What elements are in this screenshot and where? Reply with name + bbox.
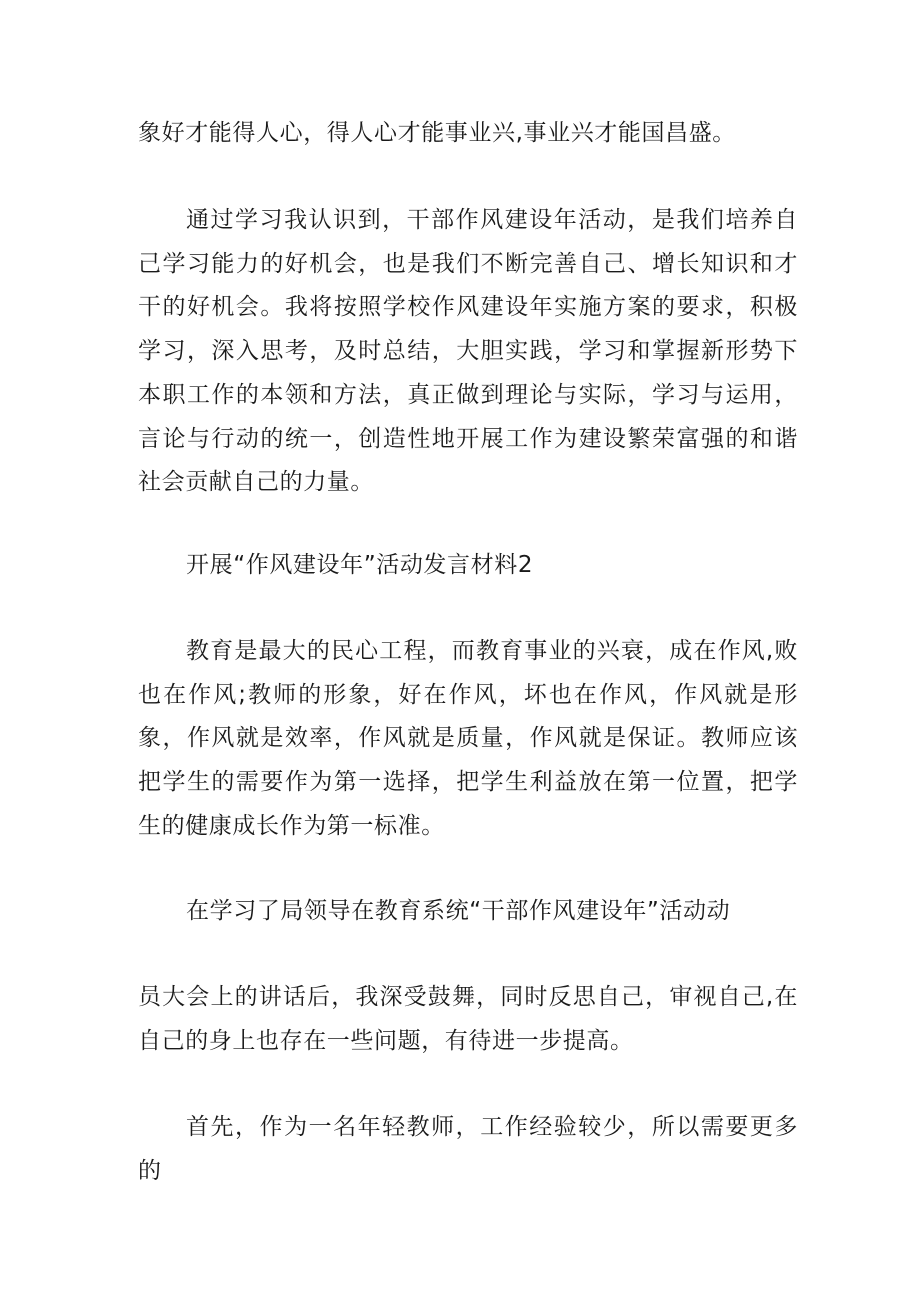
paragraph-meeting-continuation: 员大会上的讲话后，我深受鼓舞，同时反思自己，审视自己,在自己的身上也存在一些问题，有待进一步提高。 xyxy=(138,984,798,1054)
paragraph-first-point: 首先，作为一名年轻教师，工作经验较少，所以需要更多的 xyxy=(138,1114,798,1184)
paragraph-education-style: 教育是最大的民心工程，而教育事业的兴衰，成在作风,败也在作风;教师的形象，好在作风，坏也在作风，作风就是形象，作风就是效率，作风就是质量，作风就是保证。教师应该把学生的需要作为第一选择，把学生利益放在第一位置，把学生的健康成长作为第一标准。 xyxy=(138,638,798,839)
paragraph-study-reflection: 通过学习我认识到，干部作风建设年活动，是我们培养自己学习能力的好机会，也是我们不断完善自己、增长知识和才干的好机会。我将按照学校作风建设年实施方案的要求，积极学习，深入思考，及时总结，大胆实践，学习和掌握新形势下本职工作的本领和方法，真正做到理论与实际，学习与运用，言论与行动的统一，创造性地开展工作为建设繁荣富强的和谐社会贡献自己的力量。 xyxy=(138,207,798,496)
section-heading: 开展“作风建设年”活动发言材料2 xyxy=(186,552,534,578)
paragraph-meeting-intro: 在学习了局领导在教育系统“干部作风建设年”活动动 xyxy=(186,898,731,924)
paragraph-continuation: 象好才能得人心，得人心才能事业兴,事业兴才能国昌盛。 xyxy=(138,120,736,146)
